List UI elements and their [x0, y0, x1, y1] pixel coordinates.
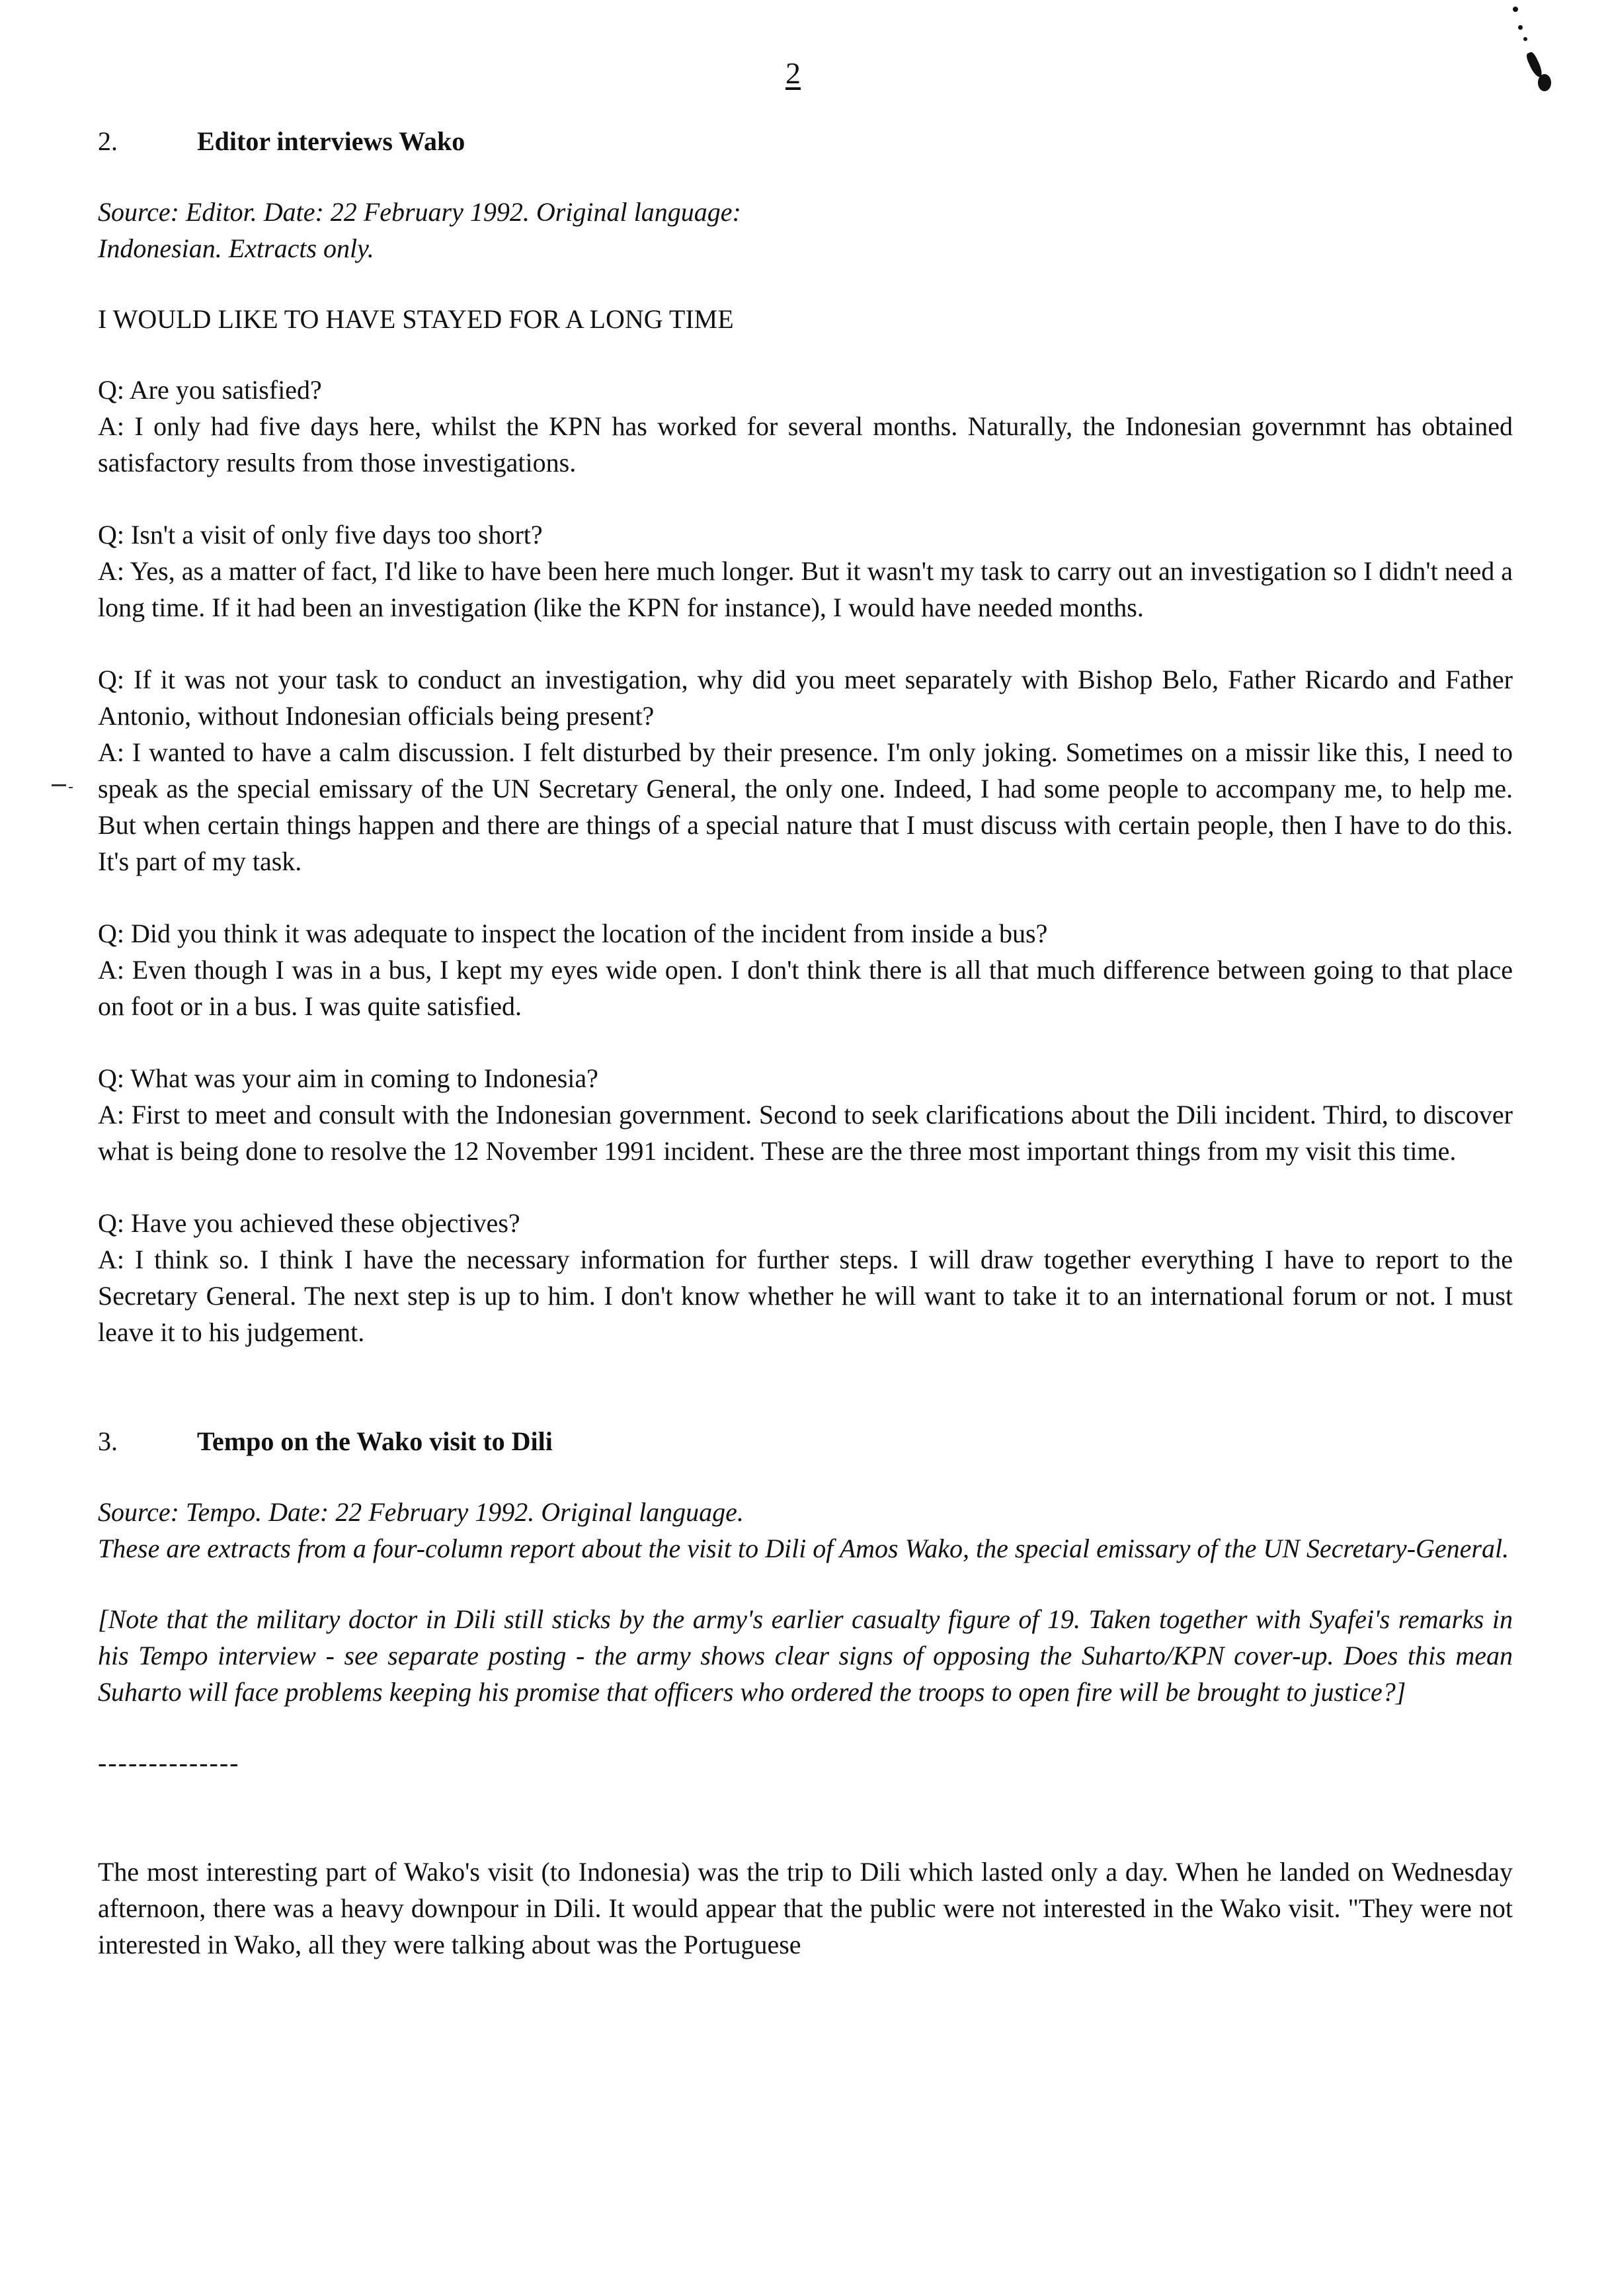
- section-title: Tempo on the Wako visit to Dili: [197, 1426, 553, 1456]
- margin-mark: [52, 784, 66, 786]
- question: Q: Did you think it was adequate to inspect the location of the incident from inside a bus?: [98, 919, 1048, 948]
- source-line: Source: Tempo. Date: 22 February 1992. Original language.: [98, 1497, 744, 1527]
- qa-block: [98, 661, 1513, 880]
- document-body: [98, 123, 1513, 1963]
- question: Q: Are you satisfied?: [98, 375, 322, 405]
- answer: A: Even though I was in a bus, I kept my eyes wide open. I don't think there is all that much difference between going to that place on foot or in a bus. I was quite satisfied.: [98, 955, 1513, 1021]
- question: Q: Have you achieved these objectives?: [98, 1208, 520, 1238]
- answer: A: Yes, as a matter of fact, I'd like to have been here much longer. But it wasn't my task to carry out an investigation so I didn't need a long time. If it had been an investigation (like the KPN for instance), I would have needed months.: [98, 556, 1513, 622]
- question: Q: Isn't a visit of only five days too short?: [98, 520, 543, 550]
- qa-block: [98, 516, 1513, 626]
- margin-mark: [69, 787, 73, 788]
- qa-block: [98, 915, 1513, 1024]
- editor-note: [Note that the military doctor in Dili still sticks by the army's earlier casualty figure of 19. Taken together with Syafei's remarks in his Tempo interview - see separate posting - the army shows clear signs of opposing the Suharto/KPN cover-up. Does this mean Suharto will face problems keeping his promise that officers who ordered the troops to open fire will be brought to justice?]: [98, 1604, 1513, 1707]
- section-number: 2.: [98, 126, 118, 156]
- question: Q: If it was not your task to conduct an investigation, why did you meet separately with Bishop Belo, Father Ricardo and Father Antonio, without Indonesian officials being present?: [98, 665, 1513, 731]
- source-line: Source: Editor. Date: 22 February 1992. Original language:: [98, 197, 741, 227]
- section-heading: [98, 1423, 1513, 1459]
- qa-block: [98, 1205, 1513, 1350]
- section-heading: [98, 123, 1513, 159]
- answer: A: I only had five days here, whilst the KPN has worked for several months. Naturally, the Indonesian governmnt has obtained satisfactory results from those investigations.: [98, 411, 1513, 477]
- source-line: These are extracts from a four-column report about the visit to Dili of Amos Wako, the special emissary of the UN Secretary-General.: [98, 1534, 1509, 1563]
- qa-block: [98, 1060, 1513, 1169]
- article-headline: I WOULD LIKE TO HAVE STAYED FOR A LONG TIME: [98, 304, 734, 334]
- answer: A: I think so. I think I have the necessary information for further steps. I will draw together everything I have to report to the Secretary General. The next step is up to him. I don't know whether he will want to take it to an international forum or not. I must leave it to his judgement.: [98, 1245, 1513, 1347]
- source-line: Indonesian. Extracts only.: [98, 233, 374, 263]
- page-number: 2: [785, 56, 801, 90]
- separator: --------------: [98, 1748, 240, 1778]
- answer: A: I wanted to have a calm discussion. I felt disturbed by their presence. I'm only joking. Sometimes on a missir like this, I need to speak as the special emissary of the UN Secretary General, the only one. Indeed, I had some people to accompany me, to help me. But when certain things happen and there are things of a special nature that I must discuss with certain people, then I have to do this. It's part of my task.: [98, 737, 1513, 876]
- answer: A: First to meet and consult with the Indonesian government. Second to seek clarifications about the Dili incident. Third, to discover what is being done to resolve the 12 November 1991 incident. These are the three most important things from my visit this time.: [98, 1100, 1513, 1166]
- scan-speck: [1538, 74, 1551, 91]
- scan-speck: [1513, 7, 1518, 12]
- body-paragraph: The most interesting part of Wako's visit (to Indonesia) was the trip to Dili which lasted only a day. When he landed on Wednesday afternoon, there was a heavy downpour in Dili. It would appear that the public were not interested in the Wako visit. "They were not interested in Wako, all they were talking about was the Portuguese: [98, 1857, 1513, 1959]
- scan-speck: [1518, 25, 1523, 30]
- qa-block: [98, 372, 1513, 481]
- section-number: 3.: [98, 1426, 118, 1456]
- section-title: Editor interviews Wako: [197, 126, 465, 156]
- scan-speck: [1523, 37, 1527, 41]
- question: Q: What was your aim in coming to Indonesia?: [98, 1063, 598, 1093]
